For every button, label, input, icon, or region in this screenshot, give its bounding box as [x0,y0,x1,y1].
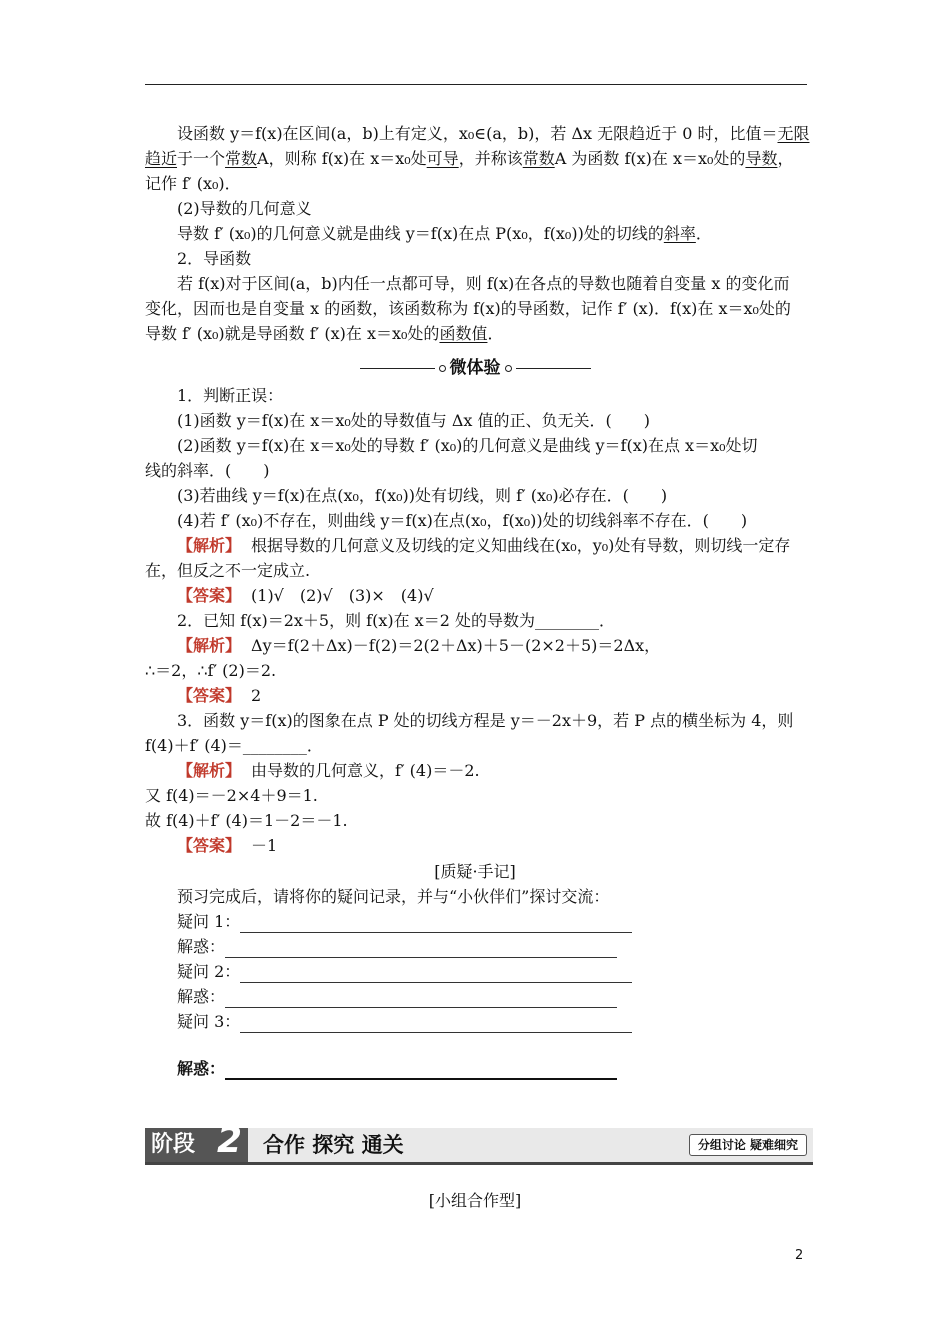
group-cooperation-title: [小组合作型] [428,1191,522,1210]
analysis-tag: 【解析】 [177,536,242,555]
notes-title: [质疑·手记] [434,862,516,881]
stage-banner [145,1120,813,1165]
q1-item-3: (3)若曲线 y＝f(x)在点(x₀，f(x₀))处有切线，则 f′ (x₀)必存在．( ) [177,486,668,505]
note-answer-3-blank[interactable] [225,1062,617,1080]
analysis-tag: 【解析】 [177,636,242,655]
note-question-1: 疑问 1： [177,911,632,933]
q1-item-2-line-2: 线的斜率．( ) [145,461,270,480]
stage-label: 阶段 2 [145,1128,248,1162]
note-answer-1-blank[interactable] [225,941,617,958]
q1-answer: 【答案】 (1)√ (2)√ (3)× (4)√ [177,586,434,605]
derivative-function-line-3: 导数 f′ (x₀)就是导函数 f′ (x)在 x＝x₀处的函数值． [145,324,504,343]
derivative-function-heading: 2．导函数 [177,249,252,268]
derivative-function-line-2: 变化，因而也是自变量 x 的函数，该函数称为 f(x)的导函数，记作 f′ (x)．f(x)在 x＝x₀处的 [145,299,791,318]
q3-analysis-line-1: 【解析】 由导数的几何意义，f′ (4)＝－2. [177,761,480,780]
stage-title: 合作 探究 通关 [263,1133,404,1157]
geo-line-1: 导数 f′ (x₀)的几何意义就是曲线 y＝f(x)在点 P(x₀，f(x₀))处的切线的斜率． [177,224,712,243]
q1-analysis-line-1: 【解析】 根据导数的几何意义及切线的定义知曲线在(x₀，y₀)处有导数，则切线一定存 [177,536,791,555]
derivative-function-line-1: 若 f(x)对于区间(a，b)内任一点都可导，则 f(x)在各点的导数也随着自变量 x 的变化而 [177,274,790,293]
definition-line-3: 记作 f′ (x₀)． [145,174,241,193]
title-rule-left [360,368,435,369]
q3-analysis-line-3: 故 f(4)＋f′ (4)＝1－2＝－1. [145,811,348,830]
answer-tag: 【答案】 [177,686,242,705]
answer-tag: 【答案】 [177,836,242,855]
title-rule-right [516,368,591,369]
q1-analysis-line-2: 在，但反之不一定成立. [145,561,311,580]
q1-heading: 1．判断正误： [177,386,284,405]
q2-answer: 【答案】 2 [177,686,262,705]
note-question-2: 疑问 2： [177,961,632,983]
note-answer-2: 解惑： [177,986,617,1008]
stage-tag: 分组讨论 疑难细究 [689,1134,807,1156]
q2-analysis-line-2: ∴＝2，∴f′ (2)＝2. [145,661,277,680]
note-question-3-blank[interactable] [240,1016,632,1033]
analysis-tag: 【解析】 [177,761,242,780]
q3-stem-line-1: 3．函数 y＝f(x)的图象在点 P 处的切线方程是 y＝－2x＋9，若 P 点的横坐标为 4，则 [177,711,794,730]
q2-analysis-line-1: 【解析】 Δy＝f(2＋Δx)－f(2)＝2(2＋Δx)＋5－(2×2＋5)＝2Δx， [177,636,661,655]
note-answer-1: 解惑： [177,936,617,958]
note-question-3: 疑问 3： [177,1011,632,1033]
note-question-2-blank[interactable] [240,966,632,983]
definition-line-1: 设函数 y＝f(x)在区间(a，b)上有定义，x₀∈(a，b)，若 Δx 无限趋近于 0 时，比值＝无限 [177,124,810,143]
note-question-1-blank[interactable] [240,916,632,933]
q1-item-2-line-1: (2)函数 y＝f(x)在 x＝x₀处的导数 f′ (x₀)的几何意义是曲线 y＝f(x)在点 x＝x₀处切 [177,436,758,455]
title-dot-left [439,365,446,372]
q3-analysis-line-2: 又 f(4)＝－2×4＋9＝1. [145,786,318,805]
stage-number: 2 [217,1120,243,1161]
q1-item-1: (1)函数 y＝f(x)在 x＝x₀处的导数值与 Δx 值的正、负无关．( ) [177,411,651,430]
q3-stem-line-2: f(4)＋f′ (4)＝________． [145,736,323,755]
answer-tag: 【答案】 [177,586,242,605]
note-answer-3: 解惑： [177,1058,617,1080]
q2-stem: 2．已知 f(x)＝2x＋5，则 f(x)在 x＝2 处的导数为________． [177,611,615,630]
q3-answer: 【答案】 －1 [177,836,278,855]
q1-item-4: (4)若 f′ (x₀)不存在，则曲线 y＝f(x)在点(x₀，f(x₀))处的切线斜率不存在．( ) [177,511,748,530]
top-rule [145,84,807,85]
notes-intro: 预习完成后，请将你的疑问记录，并与“小伙伴们”探讨交流： [177,887,610,906]
note-answer-2-blank[interactable] [225,991,617,1008]
definition-line-2: 趋近于一个常数A，则称 f(x)在 x＝x₀处可导，并称该常数A 为函数 f(x)在 x＝x₀处的导数， [145,149,794,168]
title-dot-right [505,365,512,372]
mini-experience-title: 微体验 [0,353,950,378]
page-number: 2 [795,1248,804,1263]
geo-heading: (2)导数的几何意义 [177,199,312,218]
